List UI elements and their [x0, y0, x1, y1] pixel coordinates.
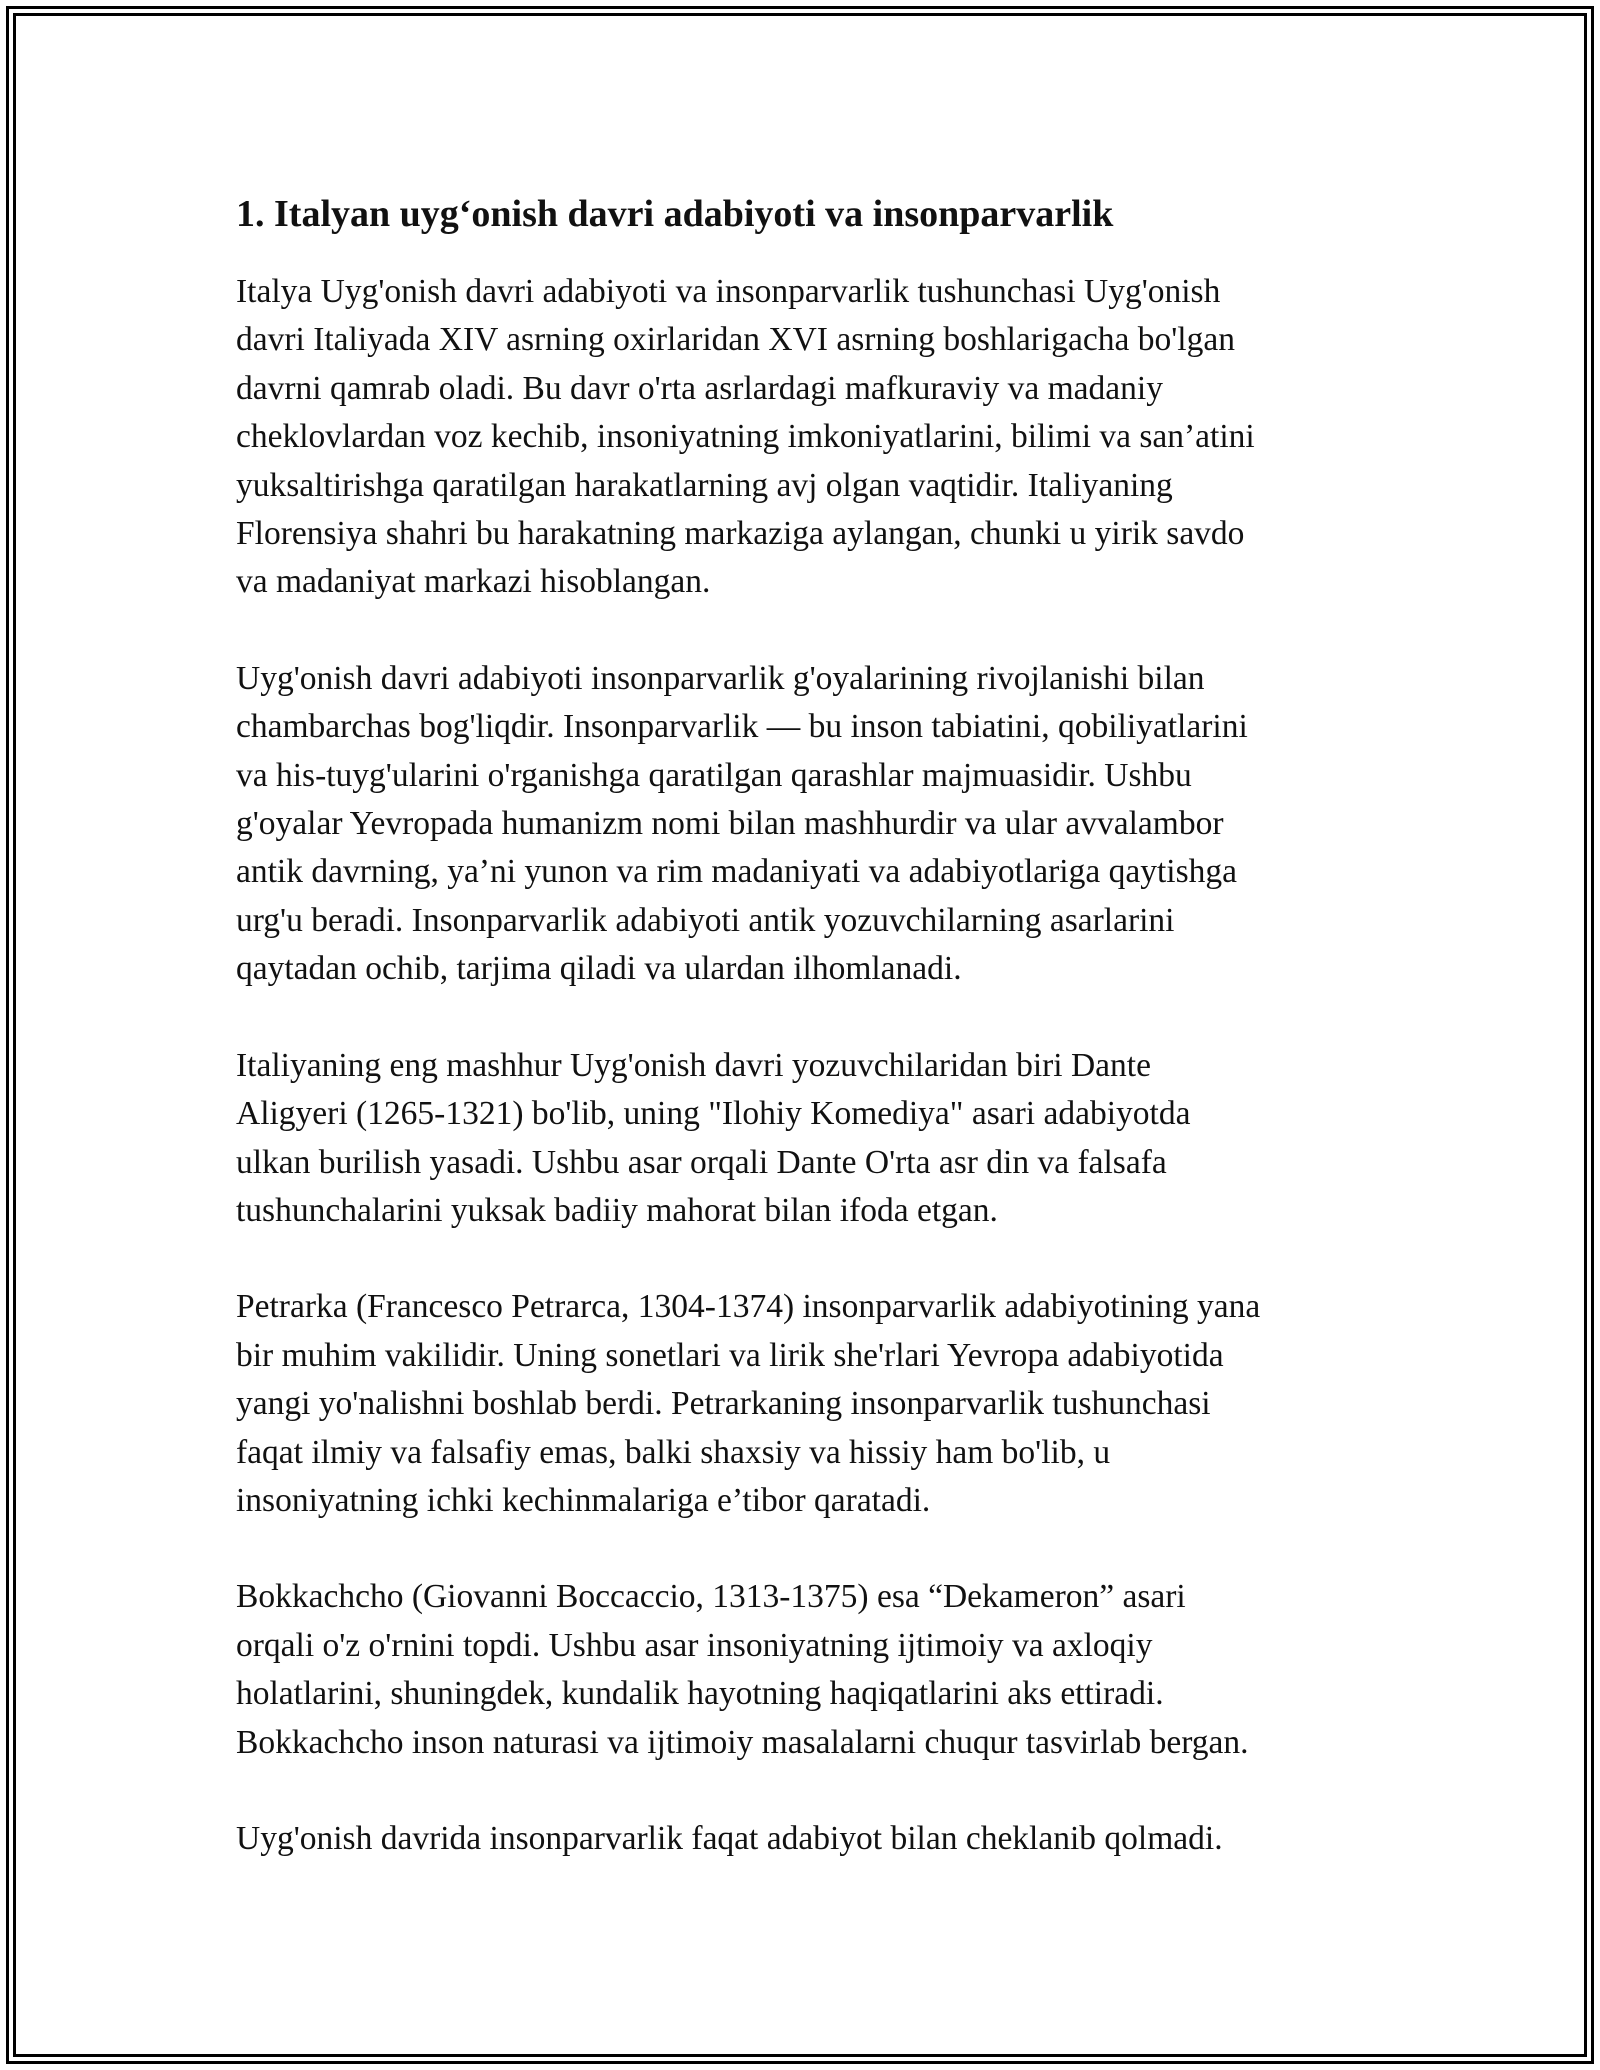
document-title: 1. Italyan uyg‘onish davri adabiyoti va insonparvarlik	[236, 193, 1114, 235]
paragraph-6: Uyg'onish davrida insonparvarlik faqat adabiyot bilan cheklanib qolmadi.	[236, 1819, 1223, 1857]
paragraph-2: Uyg'onish davri adabiyoti insonparvarlik g'oyalarining rivojlanishi bilan chambarchas bog'liqdir. Insonparvarlik — bu inson tabiatini, qobiliyatlarini va his-tuyg'ularini o'rganishga qaratilgan qarashlar majmuasidir. Ushbu g'oyalar Yevropada humanizm nomi bilan mashhurdir va ular avvalambor antik davrning, ya’ni yunon va rim madaniyati va adabiyotlariga qaytishga urg'u beradi. Insonparvarlik adabiyoti antik yozuvchilarning asarlarini qaytadan ochib, tarjima qiladi va ulardan ilhomlanadi.	[236, 659, 1248, 988]
paragraph-4: Petrarka (Francesco Petrarca, 1304-1374) insonparvarlik adabiyotining yana bir muhim vakilidir. Uning sonetlari va lirik she'rlari Yevropa adabiyotida yangi yo'nalishni boshlab berdi. Petrarkaning insonparvarlik tushunchasi faqat ilmiy va falsafiy emas, balki shaxsiy va hissiy ham bo'lib, u insoniyatning ichki kechinmalariga e’tibor qaratadi.	[236, 1288, 1261, 1519]
paragraph-3: Italiyaning eng mashhur Uyg'onish davri yozuvchilaridan biri Dante Aligyeri (1265-1321) bo'lib, uning "Ilohiy Komediya" asari adabiyotda ulkan burilish yasadi. Ushbu asar orqali Dante O'rta asr din va falsafa tushunchalarini yuksak badiiy mahorat bilan ifoda etgan.	[236, 1046, 1191, 1229]
document-body	[236, 186, 1376, 1911]
paragraph-1: Italya Uyg'onish davri adabiyoti va insonparvarlik tushunchasi Uyg'onish davri Italiyada XIV asrning oxirlaridan XVI asrning boshlarigacha bo'lgan davrni qamrab oladi. Bu davr o'rta asrlardagi mafkuraviy va madaniy cheklovlardan voz kechib, insoniyatning imkoniyatlarini, bilimi va san’atini yuksaltirishga qaratilgan harakatlarning avj olgan vaqtidir. Italiyaning Florensiya shahri bu harakatning markaziga aylangan, chunki u yirik savdo va madaniyat markazi hisoblangan.	[236, 273, 1255, 601]
paragraph-5: Bokkachcho (Giovanni Boccaccio, 1313-1375) esa “Dekameron” asari orqali o'z o'rnini topdi. Ushbu asar insoniyatning ijtimoiy va axloqiy holatlarini, shuningdek, kundalik hayotning haqiqatlarini aks ettiradi. Bokkachcho inson naturasi va ijtimoiy masalalarni chuqur tasvirlab bergan.	[236, 1578, 1249, 1761]
